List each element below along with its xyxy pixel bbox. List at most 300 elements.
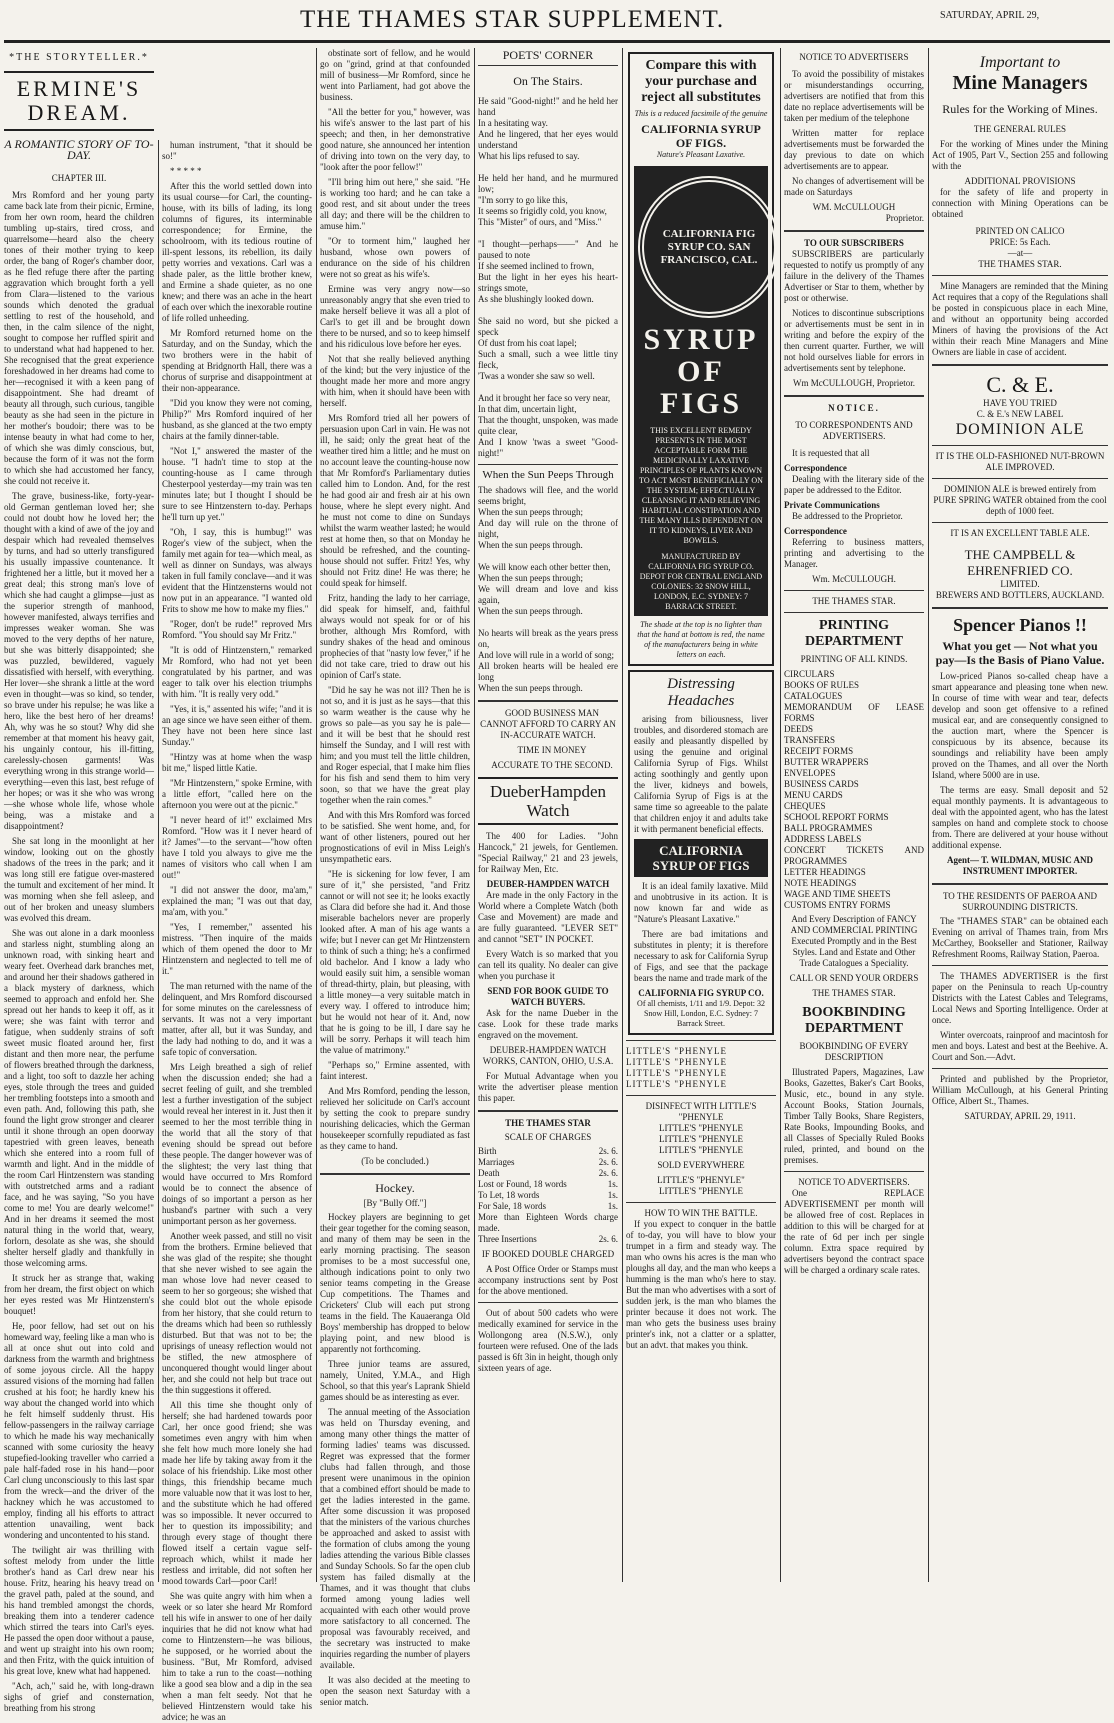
text-line: BALL PROGRAMMES <box>784 823 873 833</box>
text-line: "Did he say he was not ill? Then he is not so, and it is just as he says—that this so warm weather is the cause why he grows so pale—as you say he is pale—and it will be best that he should rest himself the Sunday, and I will rest with him; and you must tell the little children, and Roger especial, that I make him flies for his fish and send them to him very soon, so that we have the great play together when the rain comes." <box>320 685 470 805</box>
watch-body-2: Every Watch is so marked that you can tell its quality. No dealer can give when you purchase it <box>478 949 618 981</box>
figs-ideal: It is an ideal family laxative. Mild and unobtrusive in its action. It is now known far and wide as "Nature's Pleasant Laxative." <box>634 881 768 924</box>
hockey-text <box>320 1212 470 1708</box>
text-line: The twilight air was thrilling with softest melody from under the little brother's hand as Carl drew near his house. Fritz, hearing his heavy tread on the gravel path, paled at the sound, and his hand trembled amongst the chords, breaking them into a tenderer cadence which stirred the tears into Carl's eyes. He passed the open door without a pause, and went up straight into his own room; and then Fritz, with the quick intuition of his great love, knew what had happened. <box>4 1545 154 1676</box>
divider <box>626 1095 776 1096</box>
text-line: SCHOOL REPORT FORMS <box>784 812 889 822</box>
text-line: MENU CARDS <box>784 790 843 800</box>
spencer-pianos: Spencer Pianos !! <box>953 615 1087 635</box>
notices-column <box>784 48 924 1582</box>
phenyle-list-1 <box>626 1046 776 1090</box>
text-line: It struck her as strange that, waking from her dream, the first object on which her eyes rested was Mr Hintzenstern's bouquet! <box>4 1273 154 1316</box>
column-rule <box>622 48 623 1582</box>
text-line: LITTLE'S "PHENYLE <box>626 1068 728 1078</box>
divider <box>784 612 924 613</box>
text-line: No hearts will break as the years press on, <box>478 628 618 649</box>
text-line: When the sun peeps through. <box>478 606 583 616</box>
ce-logo: C. & E. <box>986 372 1054 397</box>
poets-heading: POETS' CORNER <box>478 48 618 66</box>
text-line: When the sun peeps through. <box>478 540 583 550</box>
charge-price: 1s. <box>607 1179 618 1189</box>
text-line: CONCERT TICKETS AND PROGRAMMES <box>784 845 924 866</box>
text-line: "Mr Hintzenstern," spoke Ermine, with a little effort, "called here on the afternoon you were out at the picnic." <box>162 778 312 810</box>
story-text-1 <box>4 190 154 1714</box>
text-line: DEEDS <box>784 724 813 734</box>
divider <box>784 395 924 397</box>
text-line <box>478 305 618 316</box>
text-line: Another week passed, and still no visit from the brothers. Ermine believed that she was glad of the respite; she thought that she never wished to see again the man whose love had never ceased to seem to her so gorgeous; she wished that she could blot out the whole episode from her history, that she could return to the dreams which had been so ruthlessly disturbed. But that was not to be; the uprisings of uneasy reflection would not be stifled, the new atmosphere of unconquered thought would linger about her, and she could not help but trace out the thin suggestions it offered. <box>162 1231 312 1395</box>
cadets-note: Out of about 500 cadets who were medically examined for service in the Wollongong area (N.S.W.), only fourteen were refused. One of the lads passed is 6ft 3in in height, though only sixteen years of age. <box>478 1308 618 1373</box>
watch-lines <box>478 708 618 771</box>
charge-item: Three Insertions <box>478 1234 537 1244</box>
imprint-date: SATURDAY, APRIL 29, 1911. <box>964 1111 1076 1121</box>
story-text-3 <box>320 48 470 1152</box>
text-line: That the thought, unspoken, was made quite clear, <box>478 415 618 436</box>
correspondents-intro: It is requested that all <box>792 448 870 458</box>
masthead <box>0 0 1114 46</box>
text-line: Fritz, handing the lady to her carriage, did speak for himself, and, faithful always would not speak for or of his brother, although Mrs Romford, with sundry shakes of the head and ominous prophecies of that "nasty low fever," if he did not take care, tried to draw out his opinion of Carl's state. <box>320 593 470 680</box>
thames-star-label: THE THAMES STAR. <box>812 596 896 606</box>
text-line: The grave, business-like, forty-year-old German gentleman loved her; she could not doubt how he loved her; the thought with a kind of awe of the joy and despair which had revealed themselves by turns, and had so utterly transfigured his usually impassive countenance. It frightened her a little, but it moved her a great deal; this strong man's love of which she had caught a glimpse—just as the superior strength of manhood, however manifested, always terrifies and impresses weaker woman. She was moved to the very depths of her nature, but she was bitterly disappointed; she was puzzled, bewildered, vaguely dissatisfied with herself, with everything. Her lover—she shrank a little at the word even in thought—was so kind, so tender, so brave under his repulse; he was like a hero, like the best hero of her dreams! Ah, why was he so stout? Why did she remember at that moment his heavy gait, his ungainly contour, his ill-fitting, carelessly-chosen garments! Was everything wrong in this strange world—everything—even this last, best refuge of her hopes; or was it she who was wrong—she whose whole life, whose whole being, was a mistake and a disappointment? <box>4 491 154 831</box>
thames-star-label-3: THE THAMES STAR. <box>978 259 1062 269</box>
text-line: human instrument, "that it should be so!" <box>162 140 312 161</box>
poem1-title: On The Stairs. <box>513 74 583 88</box>
notice-heading: NOTICE. <box>828 403 880 413</box>
text-line: And day will rule on the throne of night, <box>478 518 618 539</box>
to-be-concluded: (To be concluded.) <box>361 1156 429 1166</box>
text-line: But the light in her eyes his heart-strings smote, <box>478 272 618 293</box>
text-line: "Or to torment him," laughed her husband, whose own powers of endurance on the side of his children were not so great as his wife's. <box>320 236 470 279</box>
column-rule <box>474 48 475 1582</box>
divider <box>932 445 1108 446</box>
text-line: "Ach, ach," said he, with long-drawn sighs of grief and consternation, breathing from his strong <box>4 1681 154 1713</box>
text-line: Mr Romford returned home on the Saturday, and on the Sunday, which the two brothers were in the habit of spending at Bridgnorth Hall, there was a chorus of surprise and disappointment at their non-appearance. <box>162 328 312 393</box>
text-line: In that dim, uncertain light, <box>478 404 577 414</box>
charge-item: To Let, 18 words <box>478 1190 540 1200</box>
divider <box>478 1302 618 1303</box>
ads-column <box>932 48 1108 1582</box>
text-line: ACCURATE TO THE SECOND. <box>491 760 613 770</box>
bookbinding-subheading: BOOKBINDING OF EVERY DESCRIPTION <box>799 1041 909 1062</box>
correspondents-signature: Wm. McCULLOUGH. <box>812 574 896 584</box>
watch-works: DEUBER-HAMPDEN WATCH WORKS, CANTON, OHIO, U.S.A. <box>482 1045 614 1066</box>
text-line: ADDRESS LABELS <box>784 834 862 844</box>
charge-row <box>478 1212 618 1234</box>
subscribers-text-2: Notices to discontinue subscriptions or advertisements must be sent in in writing and before the expiry of the then current quarter. Further, we will not hold ourselves liable for errors in advertisements sent by telephone. <box>784 308 924 373</box>
column-rule <box>928 48 929 1582</box>
poets-column <box>478 48 618 1582</box>
divider <box>932 883 1108 885</box>
story-text-2 <box>162 140 312 1723</box>
notice-to-advertisers-2: NOTICE TO ADVERTISERS. <box>798 1177 910 1187</box>
correspondents-list <box>784 463 924 570</box>
printing-more: And Every Description of FANCY AND COMMERCIAL PRINTING <box>790 914 918 935</box>
battle-text: If you expect to conquer in the battle of to-day, you will have to blow your trumpet in a firm and steady way. The man who owns his acres is the man who ploughs all day, and the man who keeps a humming is the man who's here to stay. But the man who advertises with a sort of sudden jerk, is the man who blames the printer because it does not work. The man who gets the business uses brainy printer's ink, not a clatter or a splatter, but an advt. that makes you think. <box>626 1219 776 1350</box>
charges-table <box>478 1146 618 1245</box>
text-line: All this time she thought only of herself; she had hardened towards poor Carl, her once good friend; she was sometimes even angry with him when she felt how much more lonely she had made her life by taking away from it the solace of his friendship. Like most other things, this friendship became much more valuable now that it was lost to her, and the substitute which he had offered was so impossible. It never occurred to her to question its impossibility; and through every stage of thought there flowed itself a certain vague self-reproach which, whilst it made her restless and irritable, did not soften her mood towards Carl—poor Carl! <box>162 1400 312 1586</box>
beehive-note: Winter overcoats, rainproof and macintosh for men and boys. Latest and best at the Beehive. A. Court and Son.—Advt. <box>932 1030 1108 1062</box>
text-line: TRANSFERS <box>784 735 836 745</box>
divider <box>932 364 1108 366</box>
divider <box>932 1068 1108 1069</box>
text-line: When the sun peeps through; <box>478 573 583 583</box>
correspondence-text: Referring to business matters, printing and advertising to the Manager. <box>784 537 924 569</box>
text-line: "Not I," answered the master of the house. "I hadn't time to stop at the counting-house as I came through Chesterpool yesterday—my train was ten minutes late; but I thought I should be sure to see Hintzenstern to-day. Perhaps he'll turn up yet." <box>162 446 312 522</box>
imprint: Printed and published by the Proprietor, William McCullough, at his General Printing Office, Albert St., Thames. <box>932 1074 1108 1106</box>
text-line: Mrs Leigh breathed a sigh of relief when the discussion ended; she had a secret feeling of guilt, and she trembled lest a further investigation of the subject would reveal her interest in it. Just then it seemed to her the most terrible thing in the world that all the story of that evening should be spread out before these people. The danger however was of the slightest; the very last thing that would have occurred to Mrs Romford would be to connect the absence of doings of so important a person as her husband's partner with such a very unimportant person as her governess. <box>162 1062 312 1226</box>
thames-star-label-2: THE THAMES STAR. <box>812 988 896 998</box>
advertiser-note: The THAMES ADVERTISER is the first paper on the Peninsula to reach Up-country Districts with the Latest Cables and Telegrams, Local News and Sporting Intelligence. Order at once. <box>932 971 1108 1025</box>
text-line: WAGE AND TIME SHEETS <box>784 889 891 899</box>
text-line <box>478 551 618 562</box>
text-line: Hockey players are beginning to get their gear together for the coming season, and many of them may be seen in the early morning practising. The season promises to be a most successful one, although indications point to only two senior teams competing in the Grease Cup competitions. The Thames and Cricketers' Club will each put strong teams in the field. The Kauaeranga Old Boys' membership has dropped to below playing point, and new blood is apparently not forthcoming. <box>320 1212 470 1354</box>
text-line: "I'll bring him out here," she said. "He is working too hard; and he can take a good rest, and sit about under the trees all day; and there will be the children to amuse him." <box>320 177 470 231</box>
correspondence-type: Correspondence <box>784 463 847 473</box>
text-line: When the sun peeps through. <box>478 683 583 693</box>
figs-company: CALIFORNIA FIG SYRUP CO. <box>638 988 764 998</box>
divider <box>784 230 924 232</box>
mutual-advantage: For Mutual Advantage when you write the advertiser please mention this paper. <box>478 1071 618 1103</box>
text-line: What his lips refused to say. <box>478 151 580 161</box>
subscribers-title: TO OUR SUBSCRIBERS <box>804 238 904 248</box>
storyteller-kicker: *THE STORYTELLER.* <box>9 52 149 63</box>
general-rules-text: For the working of Mines under the Mining Act of 1905, Part V., Section 255 and following with the <box>932 139 1108 171</box>
paeroa-residents: TO THE RESIDENTS OF PAEROA AND SURROUNDING DISTRICTS. <box>942 891 1098 912</box>
figs-banner: CALIFORNIA SYRUP OF FIGS <box>634 839 768 877</box>
text-line: Of dust from his coat lapel; <box>478 338 577 348</box>
figs-imitations: There are bad imitations and substitutes in plenty; it is therefore necessary to ask for California Syrup of Figs, and see that the package bears the name and trade mark of the <box>634 929 768 983</box>
notice-signature: WM. McCULLOUGH <box>812 202 896 212</box>
text-line: CHEQUES <box>784 801 826 811</box>
pianos-text: Low-priced Pianos so-called cheap have a smart appearance and pleasing tone when new. In course of time with wear and tear, defects develop and soon get offensive to a refined musical ear, and are consequently consigned to the auction mart, where the Spencer is conspicuous by its absence, because its soundings and reliability have been amply proved on the Thames, and all over the North Island, where 5000 are in use. <box>932 671 1108 780</box>
text-line: And I know 'twas a sweet "Good-night!" <box>478 437 618 458</box>
text-line: In a hesitating way. <box>478 118 548 128</box>
divider <box>478 700 618 702</box>
text-line: LITTLE'S "PHENYLE <box>658 1186 744 1196</box>
correspondence-type: Correspondence <box>784 526 847 536</box>
text-line: The annual meeting of the Association was held on Thursday evening, and among many other things the matter of forming ladies' teams was discussed. Regret was expressed that the former clubs had fallen through, and those present were unanimous in the opinion that a combined effort should be made to get the ladies interested in the game. After some discussion it was proposed that the ministers of the various churches be approached and asked to assist with the formation of clubs among the young ladies attending the various Bible classes and Sunday Schools. So far the open club system has failed dismally at the Thames, and it was thought that clubs formed among young ladies well acquainted with each other would prove more satisfactory to all concerned. The proposal was favourably received, and the secretary was instructed to make inquiries regarding the number of players available. <box>320 1407 470 1670</box>
phenyle-sold: SOLD EVERYWHERE <box>657 1160 745 1170</box>
text-line: "Yes, I remember," assented his mistress. "Then inquire of the maids which of them opened the door to Mr Hintzenstern and neglected to tell me of it." <box>162 922 312 976</box>
masthead-rule <box>4 40 1110 43</box>
printed-on-calico: PRINTED ON CALICO <box>975 226 1065 236</box>
text-line: LITTLE'S "PHENYLE" <box>657 1175 745 1185</box>
figs-label-text: THIS EXCELLENT REMEDY PRESENTS IN THE MOST ACCEPTABLE FORM THE MEDICINALLY LAXATIVE PRINCIPLES OF PLANTS KNOWN TO ACT MOST BENEFICIALLY ON THE SYSTEM; EFFECTUALLY CLEANSING IT AND RELIEVING HABITUAL CONSTIPATION AND THE MANY ILLS DEPENDENT ON IT TO KIDNEYS, LIVER AND BOWELS. <box>639 426 763 545</box>
text-line: TIME IN MONEY <box>517 745 587 755</box>
text-line: "Perhaps so," Ermine assented, with faint interest. <box>320 1060 470 1081</box>
text-line: "All the better for you," however, was his wife's answer to the last part of his speech; and then, in her demonstrative good nature, she announced her intention of driving into town on the very day, to "look after the poor fellow!" <box>320 107 470 172</box>
at-label: —at— <box>1007 248 1033 258</box>
printing-executed: Executed Promptly and in the Best Styles. Land and Estate and Other Trade Catalogues a Speciality. <box>791 936 917 968</box>
masthead-date: SATURDAY, APRIL 29, <box>940 10 1040 21</box>
mine-rules: Rules for the Working of Mines. <box>942 102 1098 116</box>
text-line: He, poor fellow, had set out on his homeward way, feeling like a man who is all at once shut out into cold and darkness from the warmth and brightness of some joyous circle. All the happy assured visions of the morning had fallen crushed at his foot; he hardly knew his way about the changed world into which he felt himself suddenly thrust. His fellow-passengers in the railway carriage to which he made his way mechanically scanned with some curiosity the heavy stupefied-looking traveller who carried a pale half-faded rose in his hand—poor Carl clung unconsciously to this last spar from the wreck—and the driver of the hackney which he was accustomed to employ, finding all his efforts to attract attention unavailing, went back wondering and uncontented to his stand. <box>4 1321 154 1540</box>
divider <box>478 464 618 465</box>
divider <box>626 1040 776 1041</box>
text-line: MEMORANDUM OF LEASE FORMS <box>784 702 924 723</box>
headaches-title: Distressing Headaches <box>667 676 735 709</box>
column-rule <box>158 140 159 1582</box>
text-line: She said no word, but she picked a speck <box>478 316 618 337</box>
brewers: BREWERS AND BOTTLERS, AUCKLAND. <box>935 590 1105 600</box>
divider <box>478 1110 618 1112</box>
text-line: And love will rule in a world of song; <box>478 650 614 660</box>
printing-list <box>784 669 924 911</box>
printing-heading: PRINTING DEPARTMENT <box>804 618 904 649</box>
calico-price: PRICE: 5s Each. <box>989 237 1051 247</box>
charge-row <box>478 1190 618 1201</box>
text-line: When the sun peeps through; <box>478 507 583 517</box>
figs-seal-text: CALIFORNIA FIG SYRUP CO. SAN FRANCISCO, CAL. <box>660 227 758 266</box>
charge-row <box>478 1201 618 1212</box>
text-line: And Mrs Romford, pending the lesson, relieved her solicitude on Carl's account by setting the cook to prepare sundry nourishing delicacies, which the German housekeeper scornfully repudiated as fast as they came to hand. <box>320 1086 470 1151</box>
text-line: Mrs Romford and her young party came back late from their picnic, Ermine, from her own room, heard the children tumbling up-stairs, tired cross, and quarrelsome—heard also the cheery tones of their mother trying to keep order, the bang of Roger's chamber door, as he fled refuge there after the parting aggravation which brought forth a yell from Clara—listened to the various sounds which denoted the gradual settling to rest of the household, and then, in the calm silence of the night, sought to compose her ruffled spirit and to understand what had happened to her. She recognised that the great experience foreshadowed in her dreams had come to her—recognised it with a keen pang of disappointment. She had dreamt of beauty all through, such curious, tangible beauty as she had seen in the picture in her mother's boudoir; there was to be intense beauty in what had come to her, of which she was dimly conscious, but, because the form of it was not the form to which she had accustomed her fancy, she could not receive it. <box>4 190 154 486</box>
notice-advertisers-text-2: Written matter for replace advertisements must be forwarded the day previous to date on which advertisements are to appear. <box>784 128 924 171</box>
figs-caption: The shade at the top is no lighter than that the hand at bottom is red, the name of the manufacturers being in white letters on each. <box>637 620 765 659</box>
charge-price: 2s. 6. <box>598 1234 618 1244</box>
charge-row <box>478 1146 618 1157</box>
text-line: CATALOGUES <box>784 691 843 701</box>
mine-managers: Mine Managers <box>952 72 1088 94</box>
text-line: RECEIPT FORMS <box>784 746 854 756</box>
text-line: NOTE HEADINGS <box>784 878 857 888</box>
notice-advertisers-text-3: No changes of advertisement will be made on Saturdays <box>784 176 924 197</box>
chapter-heading: CHAPTER III. <box>51 173 107 183</box>
bookbinding-heading: BOOKBINDING DEPARTMENT <box>802 1005 906 1036</box>
story-column-1 <box>4 48 154 1713</box>
phenyle-disinfect: DISINFECT WITH LITTLE'S "PHENYLE <box>645 1101 757 1122</box>
charge-item: Lost or Found, 18 words <box>478 1179 567 1189</box>
correspondents-title: TO CORRESPONDENTS AND ADVERTISERS. <box>795 420 913 441</box>
text-line: He said "Good-night!" and he held her hand <box>478 96 618 117</box>
text-line: obstinate sort of fellow, and he would go on "grind, grind at that confounded mill of business—Mr Romford, since he went into Parliament, had got above the business. <box>320 48 470 102</box>
text-line: Such a small, such a wee little tiny fleck, <box>478 349 618 370</box>
text-line: The man returned with the name of the delinquent, and Mrs Romford discoursed for some minutes on the carelessness of servants. It was not a very important matter, after all, but it was Sunday, and the lady had nothing to do, and it was a safe topic of conversation. <box>162 981 312 1057</box>
additional-provisions: ADDITIONAL PROVISIONS <box>964 176 1076 186</box>
notice-to-advertisers-2-text: One REPLACE ADVERTISEMENT per month will be allowed free of cost. Replaces in addition to this will be charged for at the rate of 6d per inch per single column. Extra space required by advertisers beyond the contract space will be charged a ordinary scale rates. <box>784 1188 924 1275</box>
text-line: GOOD BUSINESS MAN CANNOT AFFORD TO CARRY AN IN-ACCURATE WATCH. <box>480 708 616 740</box>
text-line: "He is sickening for low fever, I am sure of it," she persisted, "and Fritz cannot or will not see it; he looks exactly as Clara did before she had it. And those miserable bachelors never are properly looked after. A man of his age wants a wife; but I never can get Mr Hintzenstern to think of such a thing; he's a confirmed old bachelor. And I know a lady who would easily suit him, a sensible woman of thread-thirty, plain, but pleasing, with a little money—a very suitable match in every way. I offered to introduce him; but he would not hear of it. And, now that he is going to be ill, I dare say he will be sorry. Perhaps it will teach him the value of matrimony." <box>320 869 470 1055</box>
text-line: "I thought—perhaps——" And he paused to note <box>478 239 618 260</box>
figs-seal-icon <box>638 176 780 318</box>
text-line: * * * * * <box>170 166 202 176</box>
provisions-text: for the safety of life and property in connection with Mining Operations can be obtained <box>932 187 1108 219</box>
figs-sold: Of all chemists, 1/11 and 1/9. Depot: 32 Snow Hill, London, E.C. Sydney: 7 Barrack Street. <box>637 999 765 1028</box>
divider <box>784 590 924 591</box>
text-line: BOOKS OF RULES <box>784 680 860 690</box>
charges-subheading: SCALE OF CHARGES <box>504 1132 592 1142</box>
notice-signature-role: Proprietor. <box>885 213 924 223</box>
text-line: "Oh, I say, this is humbug!" was Roger's view of the subject, when the family met again for tea—which meal, as well as dinner on Sundays, was always taken in full family conclave—and it was evident that the Hintzensterns would not now put in an appearance. "I wanted old Frits to show me how to make my flies." <box>162 527 312 614</box>
charge-item: More than Eighteen Words charge made. <box>478 1212 618 1233</box>
nut-brown: IT IS THE OLD-FASHIONED NUT-BROWN ALE IMPROVED. <box>935 451 1105 472</box>
managers-reminder: Mine Managers are reminded that the Mining Act requires that a copy of the Regulations shall be posted in conspicuous place in each Mine, and without an opportunity being accorded Miners of having the provisions of the Act within their reach Mine Managers and Mine Owners are liable in case of accident. <box>932 281 1108 357</box>
dominion-ale: DOMINION ALE <box>955 421 1085 438</box>
divider <box>626 1202 776 1203</box>
text-line: CUSTOMS ENTRY FORMS <box>784 900 891 910</box>
text-line: LITTLE'S "PHENYLE <box>658 1134 744 1144</box>
text-line: Ermine was very angry now—so unreasonably angry that she even tried to make herself believe it was all a plot of Carl's to get ill and be brought down there to be nursed, and so to keep himself and his ridiculous love before her eyes. <box>320 284 470 349</box>
story-title: ERMINE'S DREAM. <box>4 71 154 131</box>
charge-item: Birth <box>478 1146 497 1156</box>
poem1-text <box>478 96 618 459</box>
divider <box>932 607 1108 609</box>
battle-title: HOW TO WIN THE BATTLE. <box>644 1208 758 1218</box>
call-or-send: CALL OR SEND YOUR ORDERS <box>789 973 919 983</box>
have-you-tried: HAVE YOU TRIED <box>983 398 1057 408</box>
text-line: "Yes, it is," assented his wife; "and it is an age since we have seen either of them. They have not been here since last Sunday." <box>162 704 312 747</box>
text-line: LITTLE'S "PHENYLE <box>626 1057 728 1067</box>
phenyle-list-3 <box>626 1175 776 1197</box>
text-line: "Did you know they were not coming, Philip?" Mrs Romford inquired of her husband, as she glanced at the two empty chairs at the family dinner-table. <box>162 398 312 441</box>
column-rule <box>316 48 317 1582</box>
correspondence-text: Be addressed to the Proprietor. <box>792 511 903 521</box>
figs-column <box>626 48 776 1582</box>
brewed-text: DOMINION ALE is brewed entirely from PURE SPRING WATER obtained from the cool depth of 1000 feet. <box>933 484 1107 516</box>
text-line <box>478 228 618 239</box>
text-line: And he lingered, that her eyes would understand <box>478 129 618 150</box>
table-ale: IT IS AN EXCELLENT TABLE ALE. <box>950 528 1090 538</box>
text-line: Mrs Romford tried all her powers of persuasion upon Carl in vain. He was not ill, he said; only the great heat of the weather tired him a little; and he must on no account leave the counting-house now that Mr Romford's Parliamentary duties called him to London. And, for the rest he had good air and fresh air at his own house, where he slept every night. And he must not come to dine on Sundays whilst the warm weather lasted; he would rest at home then, so that on Monday he should be refreshed, and the counting-house should not suffer. Fritz! Yes, why should not Fritz dine! He was there; he could speak for himself. <box>320 413 470 588</box>
text-line <box>478 382 618 393</box>
notice-advertisers-title: NOTICE TO ADVERTISERS <box>799 52 909 62</box>
general-rules: THE GENERAL RULES <box>973 124 1067 134</box>
watch-body: Are made in the only Factory in the World where a Complete Watch (both Case and Movement) are made and are fully guaranteed. "LEVER SET" and cannot "SET" IN POCKET. <box>478 890 618 944</box>
text-line: 'Twas a wonder she saw so well. <box>478 371 595 381</box>
charge-price: 1s. <box>607 1190 618 1200</box>
charge-row <box>478 1234 618 1245</box>
text-line: And it brought her face so very near, <box>478 393 611 403</box>
text-line: She was quite angry with him when a week or so later she heard Mr Romford tell his wife in answer to one of her daily inquiries that he did not know what had come to Hintzenstern—he was bilious, he supposed, or he worried about the business. "But, Mr Romford, advised him to take a run to the coast—nothing like a good sea blow and a dip in the sea when a man felt seedy. Not that he believed Hintzenstern would take his advice; he was an <box>162 1591 312 1722</box>
correspondence-type: Private Communications <box>784 500 880 510</box>
printing-subheading: PRINTING OF ALL KINDS. <box>800 654 908 664</box>
text-line <box>478 162 618 173</box>
charge-item: Death <box>478 1168 500 1178</box>
bookbinding-text: Illustrated Papers, Magazines, Law Books, Gazettes, Baker's Cart Books, Music, etc., bound in any style. Account Books, Station Journals, Timber Tally Books, Share Registers, Rate Books, Impounding Books, and all Classes of Specially Ruled Books ruled, printed, and bound on the premises. <box>784 1067 924 1165</box>
limited: LIMITED. <box>1000 579 1040 589</box>
charge-price: 1s. <box>607 1201 618 1211</box>
paeroa-text: The "THAMES STAR" can be obtained each Evening on arrival of Thames train, from Mrs McCarthey, Bookseller and Stationer, Railway Refreshment Rooms, Railway Station, Paeroa. <box>932 916 1108 959</box>
text-line: This "Mister" of ours, and "Miss." <box>478 217 602 227</box>
divider <box>932 965 1108 966</box>
hockey-title: Hockey. <box>375 1181 415 1195</box>
figs-reduced: This is a reduced facsimile of the genuine <box>634 109 768 118</box>
text-line: Three junior teams are assured, namely, United, Y.M.A., and High School, so that this year's Laprank Shield games should be as interesting as ever. <box>320 1359 470 1402</box>
charge-row <box>478 1179 618 1190</box>
charges-heading: THE THAMES STAR <box>505 1118 591 1128</box>
text-line: He held her hand, and he murmured low; <box>478 173 618 194</box>
phenyle-list-2 <box>626 1123 776 1156</box>
text-line: We will dream and love and kiss again, <box>478 584 618 605</box>
story-column-2 <box>162 140 312 1722</box>
text-line: LITTLE'S "PHENYLE <box>658 1145 744 1155</box>
divider <box>784 1171 924 1172</box>
text-line: Not that she really believed anything of the kind; but the very injustice of the thought made her more and more angry with him, when it should have been with herself. <box>320 354 470 408</box>
text-line: "I never heard of it!" exclaimed Mrs Romford. "How was it I never heard of it? James"—to the servant—"how often have I told you always to give me the names of visitors who call when I am out!" <box>162 815 312 880</box>
story-subtitle: A ROMANTIC STORY OF TO-DAY. <box>4 137 154 162</box>
text-line: All broken hearts will be healed ere long <box>478 661 618 682</box>
text-line: "I'm sorry to go like this, <box>478 195 568 205</box>
piano-agent: Agent— T. WILDMAN, MUSIC AND INSTRUMENT IMPORTER. <box>946 855 1093 876</box>
headaches-ad <box>628 670 774 1035</box>
watch-ask: Ask for the name Dueber in the case. Look for these trade marks engraved on the movement. <box>478 1008 618 1040</box>
text-line: BUTTER WRAPPERS <box>784 757 869 767</box>
charge-row <box>478 1168 618 1179</box>
text-line: BUSINESS CARDS <box>784 779 859 789</box>
text-line: CIRCULARS <box>784 669 835 679</box>
notice-advertisers-text: To avoid the possibility of mistakes or misunderstandings occurring, advertisers are notified that from this date no replace advertisements will be taken per medium of the telephone <box>784 69 924 123</box>
subscribers-signature: Wm McCULLOUGH, Proprietor. <box>793 378 915 388</box>
figs-name: CALIFORNIA SYRUP OF FIGS. <box>641 122 761 150</box>
text-line: It was also decided at the meeting to open the season next Saturday with a senior match. <box>320 1675 470 1707</box>
important-to: Important to <box>979 54 1061 71</box>
text-line: The shadows will flee, and the world seems bright, <box>478 485 618 506</box>
headaches-text: arising from biliousness, liver troubles, and disordered stomach are easily and pleasantly dispelled by using the genuine and original California Syrup of Figs. Whilst acting soothingly and gently upon the liver, kidneys and bowels, California Syrup of Figs is at the same time so agreeable to the palate that children enjoy it and adults take it with permanent beneficial effects. <box>634 714 768 834</box>
booked-double: IF BOOKED DOUBLE CHARGED <box>481 1249 615 1259</box>
figs-bottle-label <box>634 166 768 616</box>
postal-order: A Post Office Order or Stamps must accompany instructions sent by Post for the above mentioned. <box>478 1264 618 1296</box>
charge-price: 2s. 6. <box>598 1146 618 1156</box>
divider <box>320 1173 470 1175</box>
figs-tagline: Nature's Pleasant Laxative. <box>656 150 746 159</box>
pianos-terms: The terms are easy. Small deposit and 52 equal monthly payments. It is advantageous to deal with the appointed agent, who has the latest samples on hand and complete stock to choose from. There are delivered at your house without additional expense. <box>932 785 1108 850</box>
correspondence-text: Dealing with the literary side of the paper be addressed to the Editor. <box>784 474 924 495</box>
text-line: LETTER HEADINGS <box>784 867 866 877</box>
text-line: "Hintzy was at home when the wasp bit me," lisped little Katie. <box>162 752 312 773</box>
figs-maker: MANUFACTURED BY CALIFORNIA FIG SYRUP CO. DEPOT FOR CENTRAL ENGLAND COLONIES: 32 SNOW HILL, LONDON, E.C. SYDNEY: 7 BARRACK STREET. <box>639 552 763 611</box>
subscribers-text: SUBSCRIBERS are particularly requested to notify us promptly of any failure in the delivery of the Thames Advertiser or Star to them, whether by post or otherwise. <box>784 249 924 303</box>
text-line: After this the world settled down into its usual course—for Carl, the counting-house, with its bills of lading, its long columns of figures, its interminable correspondence; for Ermine, the schoolroom, with its tedious routine of ill-spent lessons, its rebellion, its daily petty worries and vexations. Carl was a shade paler, as the little brother knew, and Ermine a shade quieter, as no one knew; and there was an ache in the heart of each over which the inexorable routine of life rolled unheeding. <box>162 181 312 323</box>
text-line: LITTLE'S "PHENYLE <box>658 1123 744 1133</box>
text-line: She sat long in the moonlight at her window, looking out on the ghostly shadows of the trees in the park; and it was long still ere fatigue over-mastered the tumult and excitement of her mind. It was morning when she fell asleep, and out of her broken and uneasy slumbers was evolved this dream. <box>4 836 154 923</box>
watch-send: SEND FOR BOOK GUIDE TO WATCH BUYERS. <box>487 986 609 1007</box>
text-line <box>478 617 618 628</box>
hockey-byline: [By "Bully Off."] <box>363 1198 427 1208</box>
text-line: We will know each other better then, <box>478 562 611 572</box>
divider <box>932 478 1108 479</box>
text-line: It seems so frigidly cold, you know, <box>478 206 607 216</box>
charge-row <box>478 1157 618 1168</box>
watch-brand: DueberHampden Watch <box>478 777 618 825</box>
text-line: "It is odd of Hintzenstern," remarked Mr Romford, who had not yet been congratulated by his partner, and was eager to talk over his election triumphs with him. "It is really very odd." <box>162 645 312 699</box>
figs-bottle-name: SYRUP OF FIGS <box>643 323 759 420</box>
campbell-ehrenfried: THE CAMPBELL & EHRENFRIED CO. <box>964 547 1076 578</box>
column-rule <box>780 48 781 1582</box>
newspaper-title: THE THAMES STAR SUPPLEMENT. <box>300 6 725 33</box>
text-line: "Roger, don't be rude!" reproved Mrs Romford. "You should say Mr Fritz." <box>162 619 312 640</box>
text-line: LITTLE'S "PHENYLE <box>626 1079 728 1089</box>
text-line: LITTLE'S "PHENYLE <box>626 1046 728 1056</box>
text-line: As she blushingly looked down. <box>478 294 594 304</box>
charge-price: 2s. 6. <box>598 1157 618 1167</box>
text-line: If she seemed inclined to frown, <box>478 261 594 271</box>
watch-models: The 400 for Ladies. "John Hancock," 21 jewels, for Gentlemen. "Special Railway," 21 and 23 jewels, for Railway Men, Etc. <box>478 831 618 874</box>
figs-compare: Compare this with your purchase and reject all substitutes <box>641 58 761 105</box>
text-line: ENVELOPES <box>784 768 836 778</box>
text-line: "I did not answer the door, ma'am," explained the man; "I was out that day, ma'am, with you." <box>162 885 312 917</box>
charge-item: Marriages <box>478 1157 515 1167</box>
story-column-3 <box>320 48 470 1707</box>
poem2-text <box>478 485 618 694</box>
divider <box>932 275 1108 276</box>
poem2-title: When the Sun Peeps Through <box>482 469 614 481</box>
watch-subheading: DEUBER-HAMPDEN WATCH <box>486 879 610 889</box>
divider <box>932 522 1108 523</box>
new-label: C. & E.'s NEW LABEL <box>976 409 1064 419</box>
figs-ad <box>628 52 774 666</box>
charge-item: For Sale, 18 words <box>478 1201 546 1211</box>
charge-price: 2s. 6. <box>598 1168 618 1178</box>
